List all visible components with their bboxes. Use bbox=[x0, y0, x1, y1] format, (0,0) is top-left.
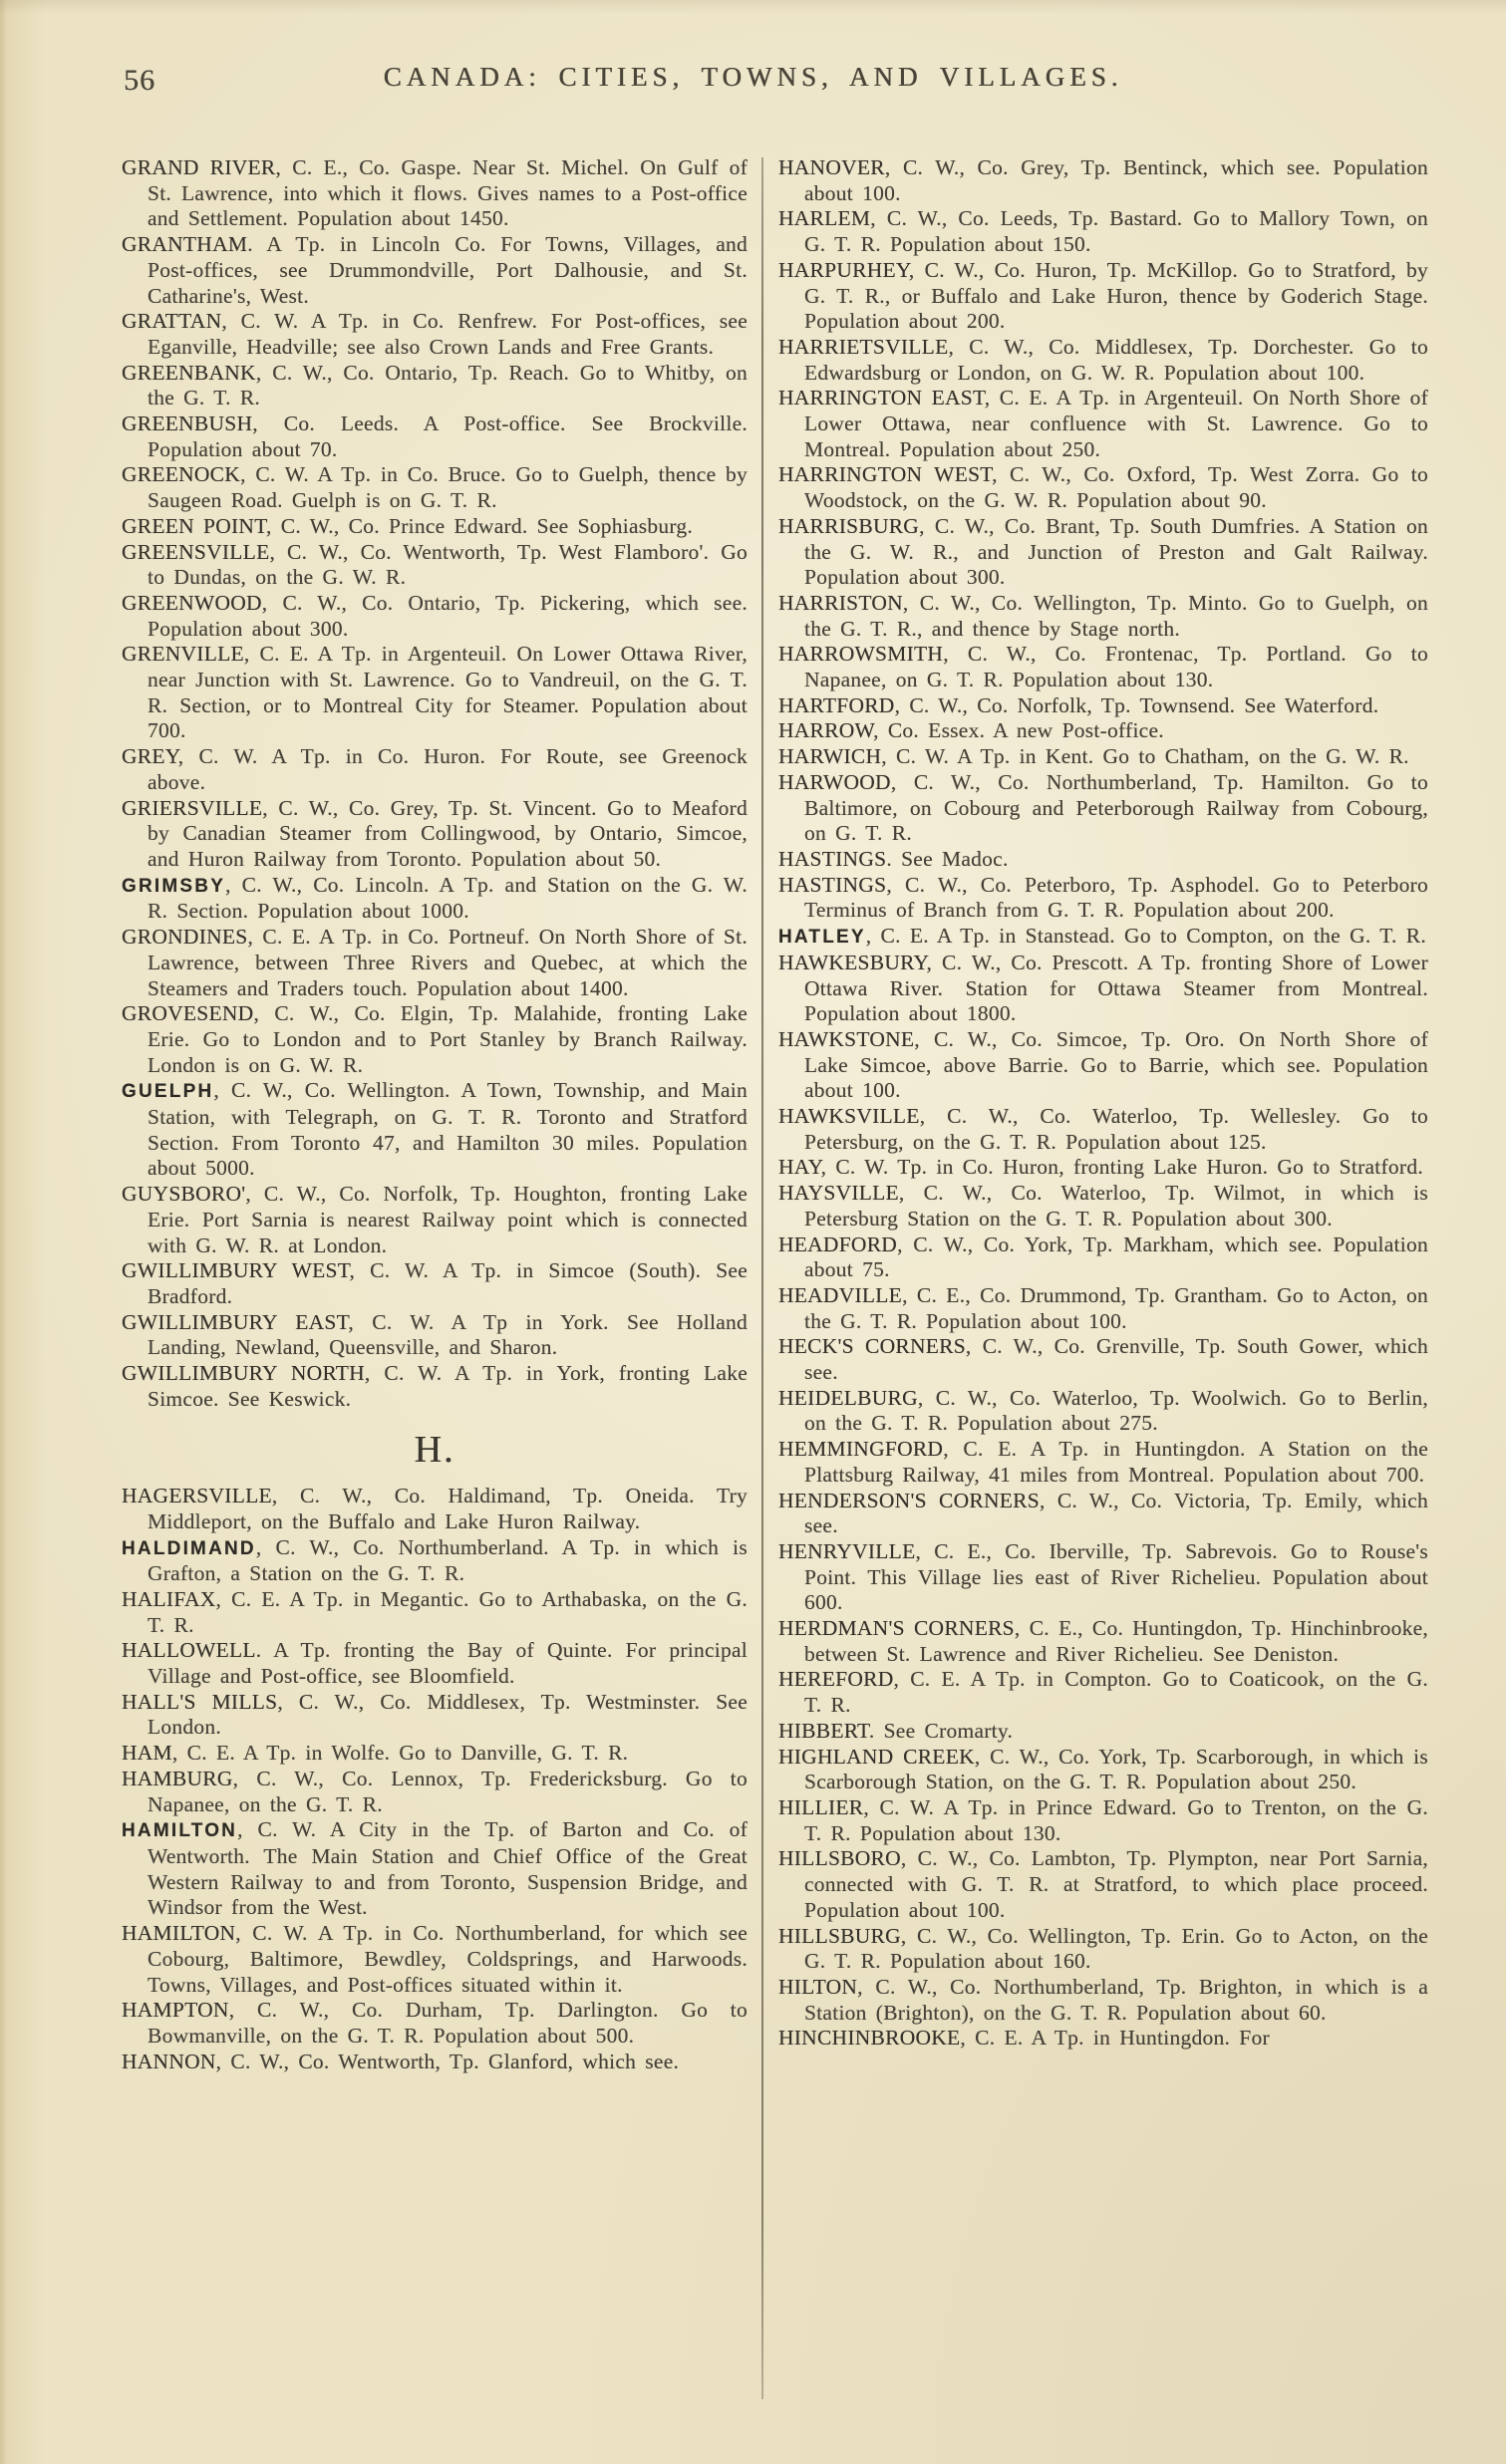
gazetteer-entry bbox=[778, 1795, 1428, 1846]
entry-headword: HINCHINBROOKE bbox=[778, 2026, 961, 2051]
entry-headword: HARRINGTON WEST bbox=[778, 462, 993, 487]
entry-text: , C. W., Co. Grey, Tp. St. Vincent. Go to Meaford by Canadian Steamer from Collingwood, by Ontario, Simcoe, and Huron Railway from Toronto. Population about 50. bbox=[148, 795, 748, 871]
entry-text: , C. W. A Tp. in Co. Renfrew. For Post-offices, see Eganville, Headville; see also Crown Lands and Free Grants. bbox=[148, 309, 748, 359]
gazetteer-entry bbox=[778, 335, 1428, 386]
gazetteer-entry bbox=[122, 1690, 748, 1741]
entry-text: , C. W., Co. Northumberland, Tp. Hamilton. Go to Baltimore, on Cobourg and Peterborough Railway from Cobourg, on G. T. R. bbox=[804, 769, 1428, 846]
entry-headword: GRONDINES bbox=[122, 925, 248, 950]
entry-text: , C. W., Co. Grenville, Tp. South Gower, which see. bbox=[804, 1334, 1428, 1385]
gazetteer-entry bbox=[778, 1745, 1428, 1795]
gazetteer-entry bbox=[122, 1767, 748, 1817]
entry-headword: HILLSBORO bbox=[778, 1846, 901, 1871]
entry-headword: HASTINGS bbox=[778, 846, 887, 871]
entry-headword: HARRISTON bbox=[778, 590, 903, 615]
entry-text: , C. E. A Tp. in Wolfe. Go to Danville, G. T. R. bbox=[171, 1741, 629, 1766]
entry-text: , C. W., Co. Waterloo, Tp. Woolwich. Go to Berlin, on the G. T. R. Population about 275. bbox=[804, 1385, 1428, 1436]
gazetteer-entry bbox=[778, 693, 1428, 719]
entry-headword: HIGHLAND CREEK bbox=[778, 1744, 975, 1769]
entry-text: , C. W., Co. Brant, Tp. South Dumfries. A Station on the G. W. R., and Junction of Preston and Galt Railway. Population about 300. bbox=[804, 513, 1428, 590]
entry-text: , C. W. A Tp. in Simcoe (South). See Bradford. bbox=[148, 1258, 748, 1308]
entry-headword: HAM bbox=[122, 1741, 172, 1766]
gazetteer-entry bbox=[778, 1667, 1428, 1718]
entry-text: , C. W., Co. Wellington, Tp. Minto. Go to Guelph, on the G. T. R., and thence by Stage north. bbox=[804, 590, 1428, 641]
gazetteer-entry bbox=[122, 540, 748, 591]
entry-text: , C. W., Co. Haldimand, Tp. Oneida. Try Middleport, on the Buffalo and Lake Huron Railway. bbox=[148, 1484, 748, 1533]
entry-text: , C. E., Co. Iberville, Tp. Sabrevois. Go to Rouse's Point. This Village lies east of River Richelieu. Population about 600. bbox=[804, 1538, 1428, 1615]
gazetteer-entry bbox=[778, 462, 1428, 513]
entry-headword: HILLSBURG bbox=[778, 1923, 901, 1948]
gazetteer-entry bbox=[122, 744, 748, 795]
entry-headword: HAWKESBURY bbox=[778, 950, 927, 974]
entry-headword: GREY bbox=[122, 744, 178, 769]
entry-headword: GWILLIMBURY WEST bbox=[122, 1258, 350, 1283]
entry-headword: HALL'S MILLS bbox=[122, 1689, 278, 1714]
entry-text: , C. W., Co. Middlesex, Tp. Dorchester. Go to Edwardsburg or London, on G. W. R. Population about 100. bbox=[804, 334, 1428, 385]
entry-headword: GRATTAN bbox=[122, 309, 222, 334]
entry-text: , C. W., Co. Prince Edward. See Sophiasburg. bbox=[266, 513, 694, 538]
entry-headword: GUYSBORO' bbox=[122, 1182, 246, 1207]
gazetteer-entry bbox=[778, 1386, 1428, 1437]
gazetteer-entry bbox=[778, 718, 1428, 744]
entry-text: , C. E. A Tp. in Stanstead. Go to Compton, on the G. T. R. bbox=[865, 924, 1426, 949]
entry-text: , C. W., Co. Wentworth, Tp. Glanford, which see. bbox=[215, 2049, 680, 2073]
page-title: CANADA: CITIES, TOWNS, AND VILLAGES. bbox=[383, 62, 1123, 92]
entry-headword: HARRINGTON EAST bbox=[778, 386, 985, 411]
entry-text: , C. W. A Tp. in York, fronting Lake Simcoe. See Keswick. bbox=[148, 1361, 748, 1411]
column-divider-rule bbox=[761, 157, 763, 2399]
entry-text: , C. W., Co. Elgin, Tp. Malahide, fronting Lake Erie. Go to London and to Port Stanley by Branch Railway. London is on G. W. R. bbox=[148, 1001, 748, 1077]
page-number: 56 bbox=[124, 64, 155, 97]
entry-text: , C. W., Co. Northumberland. A Tp. in which is Grafton, a Station on the G. T. R. bbox=[148, 1534, 748, 1586]
gazetteer-entry bbox=[778, 1334, 1428, 1385]
entry-text: , C. W., Co. Victoria, Tp. Emily, which see. bbox=[804, 1488, 1428, 1538]
entry-headword: HARWICH bbox=[778, 744, 882, 769]
gazetteer-entry bbox=[778, 1104, 1428, 1155]
gazetteer-entry bbox=[122, 411, 748, 462]
gazetteer-entry bbox=[122, 1310, 748, 1361]
gazetteer-entry bbox=[778, 1616, 1428, 1667]
entry-headword: HEMMINGFORD bbox=[778, 1437, 944, 1462]
entry-headword: HENRYVILLE bbox=[778, 1538, 916, 1563]
entry-text: , C. W., Co. Ontario, Tp. Reach. Go to Whitby, on the G. T. R. bbox=[148, 360, 748, 411]
entry-headword: GUELPH bbox=[122, 1081, 214, 1103]
entry-text: , C. W., Co. Lambton, Tp. Plympton, near Port Sarnia, connected with G. T. R. at Stratford, to which place proceed. Population about 100. bbox=[804, 1846, 1428, 1922]
gazetteer-entry bbox=[122, 796, 748, 873]
entry-text: , C. W., Co. Ontario, Tp. Pickering, which see. Population about 300. bbox=[148, 590, 748, 641]
gazetteer-entry bbox=[122, 462, 748, 513]
entry-headword: HANNON bbox=[122, 2049, 216, 2073]
entry-headword: GREEN POINT bbox=[122, 513, 266, 538]
gazetteer-entry bbox=[122, 642, 748, 744]
gazetteer-entry bbox=[122, 1078, 748, 1182]
entry-headword: GREENBANK bbox=[122, 360, 256, 385]
entry-text: , C. W. A Tp. in Co. Huron. For Route, see Greenock above. bbox=[148, 744, 748, 794]
entry-text: , C. W., Co. Norfolk, Tp. Townsend. See Waterford. bbox=[894, 692, 1379, 717]
entry-headword: HARLEM bbox=[778, 206, 871, 231]
entry-text: , C. W., Co. Waterloo, Tp. Wilmot, in which is Petersburg Station on the G. T. R. Population about 300. bbox=[804, 1181, 1428, 1231]
entry-headword: HEADVILLE bbox=[778, 1282, 903, 1307]
gazetteer-entry bbox=[122, 1182, 748, 1258]
gazetteer-entry bbox=[778, 514, 1428, 591]
gazetteer-entry bbox=[778, 591, 1428, 642]
entry-headword: HILTON bbox=[778, 1974, 858, 1999]
entry-headword: HEADFORD bbox=[778, 1232, 898, 1256]
entry-text: , C. W., Co. Peterboro, Tp. Asphodel. Go to Peterboro Terminus of Branch from G. T. R. Population about 200. bbox=[804, 872, 1428, 923]
entry-text: , C. W. A Tp. in Kent. Go to Chatham, on the G. W. R. bbox=[881, 744, 1409, 769]
entry-text: , C. W., Co. Prescott. A Tp. fronting Shore of Lower Ottawa River. Station for Ottawa Steamer from Montreal. Population about 1800. bbox=[804, 950, 1428, 1026]
gazetteer-entry bbox=[778, 1027, 1428, 1104]
gazetteer-entry bbox=[778, 2026, 1428, 2052]
gazetteer-entry bbox=[122, 1998, 748, 2049]
gazetteer-entry bbox=[778, 1283, 1428, 1334]
entry-headword: HARWOOD bbox=[778, 769, 891, 794]
entry-text: , C. E. A Tp. in Megantic. Go to Arthabaska, on the G. T. R. bbox=[148, 1586, 748, 1637]
entry-headword: GRAND RIVER bbox=[122, 155, 276, 179]
gazetteer-entry bbox=[122, 873, 748, 925]
gazetteer-entry bbox=[122, 1741, 748, 1767]
gazetteer-entry bbox=[778, 847, 1428, 873]
entry-headword: GREENSVILLE bbox=[122, 539, 270, 564]
entry-text: , C. E., Co. Huntingdon, Tp. Hinchinbrooke, between St. Lawrence and River Richelieu. See Deniston. bbox=[804, 1616, 1428, 1666]
entry-text: , C. W., Co. Frontenac, Tp. Portland. Go to Napanee, on G. T. R. Population about 130. bbox=[804, 642, 1428, 692]
entry-text: . A Tp. in Lincoln Co. For Towns, Villages, and Post-offices, see Drummondville, Port Dalhousie, and St. Catharine's, West. bbox=[148, 232, 748, 308]
entry-headword: HAY bbox=[778, 1155, 821, 1180]
left-column bbox=[122, 155, 748, 2074]
gazetteer-entry bbox=[778, 1489, 1428, 1539]
gazetteer-entry bbox=[122, 1817, 748, 1921]
entry-text: , C. E. A Tp. in Huntingdon. A Station on the Plattsburg Railway, 41 miles from Montreal. Population about 700. bbox=[804, 1437, 1428, 1487]
entry-text: , C. W., Co. Oxford, Tp. West Zorra. Go to Woodstock, on the G. W. R. Population about 90. bbox=[804, 462, 1429, 513]
gazetteer-entry bbox=[122, 1921, 748, 1998]
gazetteer-entry bbox=[778, 951, 1428, 1027]
entry-headword: HARROW bbox=[778, 718, 874, 743]
entry-headword: GRENVILLE bbox=[122, 642, 244, 667]
gazetteer-entry bbox=[122, 1638, 748, 1689]
entry-headword: HARRISBURG bbox=[778, 513, 920, 538]
entry-headword: HAMBURG bbox=[122, 1766, 233, 1790]
gazetteer-entry bbox=[122, 2050, 748, 2075]
gazetteer-entry bbox=[778, 924, 1428, 951]
gazetteer-entry bbox=[778, 1924, 1428, 1975]
entry-text: , C. W. A Tp. in Co. Bruce. Go to Guelph, thence by Saugeen Road. Guelph is on G. T. R. bbox=[148, 462, 748, 513]
entry-headword: HARTFORD bbox=[778, 692, 895, 717]
entry-headword: HEREFORD bbox=[778, 1667, 894, 1692]
entry-text: , C. E., Co. Gaspe. Near St. Michel. On Gulf of St. Lawrence, into which it flows. Gives names to a Post-office and Settlement. Population about 1450. bbox=[148, 155, 748, 231]
section-heading: H. bbox=[414, 1429, 455, 1472]
gazetteer-entry bbox=[778, 206, 1428, 257]
entry-headword: GRIMSBY bbox=[122, 875, 226, 897]
entry-headword: HANOVER bbox=[778, 155, 885, 179]
entry-text: , C. W. A Tp. in Prince Edward. Go to Trenton, on the G. T. R. Population about 130. bbox=[804, 1795, 1428, 1845]
entry-headword: HENDERSON'S CORNERS bbox=[778, 1488, 1040, 1512]
gazetteer-entry bbox=[122, 925, 748, 1001]
entry-text: , C. W., Co. Lennox, Tp. Fredericksburg. Go to Napanee, on the G. T. R. bbox=[148, 1766, 748, 1816]
entry-headword: HAMILTON bbox=[122, 1921, 236, 1946]
gazetteer-entry bbox=[778, 1155, 1428, 1181]
entry-text: , C. W., Co. Lincoln. A Tp. and Station on the G. W. R. Section. Population about 1000. bbox=[148, 872, 748, 924]
entry-headword: HERDMAN'S CORNERS bbox=[778, 1616, 1015, 1641]
entry-text: , C. E. A Tp. in Huntingdon. For bbox=[960, 2026, 1270, 2051]
entry-text: , C. W., Co. York, Tp. Scarborough, in which is Scarborough Station, on the G. T. R. Population about 250. bbox=[804, 1744, 1428, 1794]
entry-headword: HALLOWELL bbox=[122, 1638, 256, 1663]
entry-headword: HARRIETSVILLE bbox=[778, 334, 949, 359]
gazetteer-entry bbox=[122, 1001, 748, 1078]
entry-text: , Co. Leeds. A Post-office. See Brockville. Population about 70. bbox=[148, 411, 748, 461]
gazetteer-entry bbox=[778, 1181, 1428, 1232]
entry-headword: GRIERSVILLE bbox=[122, 795, 263, 820]
entry-text: , C. W., Co. Middlesex, Tp. Westminster. See London. bbox=[148, 1689, 748, 1740]
entry-headword: GREENOCK bbox=[122, 462, 241, 487]
entry-text: . See Madoc. bbox=[886, 846, 1009, 871]
entry-text: . See Cromarty. bbox=[868, 1718, 1014, 1743]
entry-headword: HATLEY bbox=[778, 927, 866, 949]
entry-headword: HAWKSVILLE bbox=[778, 1104, 920, 1129]
gazetteer-entry bbox=[122, 514, 748, 540]
entry-text: , Co. Essex. A new Post-office. bbox=[873, 718, 1164, 743]
entry-text: , C. W., Co. Northumberland, Tp. Brighton, in which is a Station (Brighton), on the G. T. R. Population about 60. bbox=[804, 1974, 1428, 2025]
gazetteer-entry bbox=[122, 1361, 748, 1412]
entry-headword: HEIDELBURG bbox=[778, 1385, 918, 1410]
entry-headword: GREENBUSH bbox=[122, 411, 253, 436]
entry-headword: HAMPTON bbox=[122, 1998, 229, 2023]
entry-headword: GWILLIMBURY EAST bbox=[122, 1309, 349, 1334]
entry-headword: GRANTHAM bbox=[122, 232, 248, 257]
entry-text: , C. E. A Tp. in Co. Portneuf. On North Shore of St. Lawrence, between Three Rivers and Quebec, at which the Steamers and Traders touch. Population about 1400. bbox=[148, 925, 748, 1000]
gazetteer-entry bbox=[778, 1232, 1428, 1283]
entry-headword: GWILLIMBURY NORTH bbox=[122, 1361, 365, 1386]
entry-text: , C. E. A Tp. in Argenteuil. On North Shore of Lower Ottawa, near confluence with St. Lawrence. Go to Montreal. Population about 250. bbox=[804, 386, 1428, 461]
entry-text: . A Tp. fronting the Bay of Quinte. For principal Village and Post-office, see Bloomfield. bbox=[148, 1638, 748, 1689]
gazetteer-entry bbox=[778, 873, 1428, 924]
entry-text: , C. E. A Tp. in Argenteuil. On Lower Ottawa River, near Junction with St. Lawrence. Go to Vandreuil, on the G. T. R. Section, or to Montreal City for Steamer. Population about 700. bbox=[148, 642, 748, 743]
entry-headword: HAYSVILLE bbox=[778, 1181, 899, 1206]
entry-text: , C. W., Co. Grey, Tp. Bentinck, which see. Population about 100. bbox=[804, 155, 1428, 205]
entry-headword: HAGERSVILLE bbox=[122, 1484, 272, 1508]
entry-text: , C. W., Co. Simcoe, Tp. Oro. On North Shore of Lake Simcoe, above Barrie. Go to Barrie, which see. Population about 100. bbox=[804, 1026, 1428, 1103]
entry-text: , C. W., Co. Durham, Tp. Darlington. Go to Bowmanville, on the G. T. R. Population about 500. bbox=[148, 1998, 748, 2048]
entry-headword: HARPURHEY bbox=[778, 257, 909, 282]
entry-headword: GROVESEND bbox=[122, 1001, 254, 1026]
right-column bbox=[778, 155, 1428, 2052]
entry-text: , C. W. Tp. in Co. Huron, fronting Lake Huron. Go to Stratford. bbox=[820, 1155, 1423, 1180]
gazetteer-entry bbox=[122, 1484, 748, 1534]
gazetteer-entry bbox=[122, 1258, 748, 1309]
entry-text: , C. W., Co. Waterloo, Tp. Wellesley. Go to Petersburg, on the G. T. R. Population about 125. bbox=[804, 1104, 1428, 1154]
entry-text: , C. W., Co. Wellington. A Town, Township, and Main Station, with Telegraph, on G. T. R. Toronto and Stratford Section. From Toronto 47, and Hamilton 30 miles. Population about 5000. bbox=[148, 1078, 748, 1181]
entry-headword: HALDIMAND bbox=[122, 1537, 256, 1559]
gazetteer-entry bbox=[778, 1437, 1428, 1488]
gazetteer-entry bbox=[778, 1975, 1428, 2026]
entry-text: , C. W., Co. Leeds, Tp. Bastard. Go to Mallory Town, on G. T. R. Population about 150. bbox=[804, 206, 1428, 257]
gazetteer-entry bbox=[778, 642, 1428, 692]
entry-text: , C. W., Co. Huron, Tp. McKillop. Go to Stratford, by G. T. R., or Buffalo and Lake Huron, thence by Goderich Stage. Population about 200. bbox=[804, 257, 1428, 334]
entry-headword: HILLIER bbox=[778, 1795, 864, 1819]
gazetteer-entry bbox=[122, 1587, 748, 1638]
entry-headword: HASTINGS bbox=[778, 872, 887, 897]
entry-text: , C. W. A City in the Tp. of Barton and Co. of Wentworth. The Main Station and Chief Office of the Great Western Railway to and from Toronto, Suspension Bridge, and Windsor from the West. bbox=[148, 1817, 748, 1920]
gazetteer-entry bbox=[122, 591, 748, 642]
gazetteer-entry bbox=[778, 744, 1428, 770]
entry-headword: HAWKSTONE bbox=[778, 1026, 915, 1051]
entry-headword: HIBBERT bbox=[778, 1718, 869, 1743]
gazetteer-entry bbox=[122, 361, 748, 411]
gazetteer-entry bbox=[778, 386, 1428, 462]
entry-headword: HAMILTON bbox=[122, 1820, 238, 1842]
entry-text: , C. W., Co. Wellington, Tp. Erin. Go to Acton, on the G. T. R. Population about 160. bbox=[804, 1923, 1428, 1974]
entry-headword: HARROWSMITH bbox=[778, 642, 944, 667]
entry-headword: HECK'S CORNERS bbox=[778, 1334, 966, 1359]
gazetteer-entry bbox=[778, 1846, 1428, 1923]
gazetteer-entry bbox=[122, 309, 748, 360]
entry-text: , C. W., Co. York, Tp. Markham, which see. Population about 75. bbox=[804, 1232, 1428, 1282]
gazetteer-entry bbox=[778, 1539, 1428, 1616]
gazetteer-entry bbox=[122, 155, 748, 232]
entry-text: , C. E. A Tp. in Compton. Go to Coaticook, on the G. T. R. bbox=[804, 1667, 1428, 1718]
entry-text: , C. W. A Tp in York. See Holland Landing, Newland, Queensville, and Sharon. bbox=[148, 1309, 748, 1360]
entry-headword: HALIFAX bbox=[122, 1586, 216, 1611]
gazetteer-entry bbox=[778, 1719, 1428, 1745]
gazetteer-entry bbox=[122, 232, 748, 309]
gazetteer-entry bbox=[778, 155, 1428, 206]
gazetteer-entry bbox=[778, 258, 1428, 335]
entry-headword: GREENWOOD bbox=[122, 590, 262, 615]
entry-text: , C. W., Co. Norfolk, Tp. Houghton, fronting Lake Erie. Port Sarnia is nearest Railway point which is connected with G. W. R. at London. bbox=[148, 1182, 748, 1257]
entry-text: , C. W. A Tp. in Co. Northumberland, for which see Cobourg, Baltimore, Bewdley, Coldsprings, and Harwoods. Towns, Villages, and Post-offices situated within it. bbox=[148, 1921, 748, 1997]
gazetteer-entry bbox=[778, 770, 1428, 847]
entry-text: , C. E., Co. Drummond, Tp. Grantham. Go to Acton, on the G. T. R. Population about 100. bbox=[804, 1282, 1428, 1333]
entry-text: , C. W., Co. Wentworth, Tp. West Flamboro'. Go to Dundas, on the G. W. R. bbox=[148, 539, 748, 590]
gazetteer-entry bbox=[122, 1535, 748, 1587]
